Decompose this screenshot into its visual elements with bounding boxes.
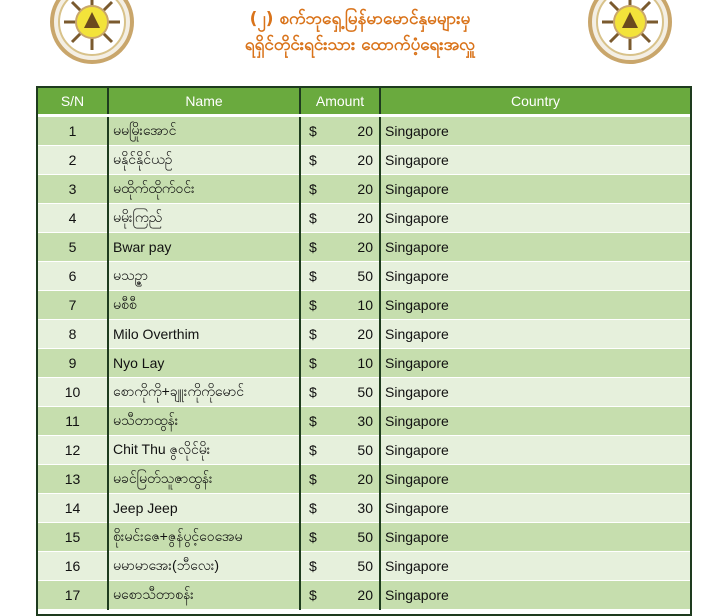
cell-name: Bwar pay [108, 233, 300, 262]
table-row [38, 291, 690, 320]
cell-amount [300, 581, 380, 610]
cell-name: Jeep Jeep [108, 494, 300, 523]
cell-sn: 4 [38, 204, 108, 233]
cell-sn: 1 [38, 116, 108, 146]
table-row [38, 175, 690, 204]
amount-value: 20 [357, 181, 373, 197]
amount-value: 20 [357, 239, 373, 255]
table-row [38, 146, 690, 175]
cell-country: Singapore [380, 378, 690, 407]
cell-name: မမာမာအေး(ဘီလေး) [108, 552, 300, 581]
cell-amount [300, 175, 380, 204]
cell-name: မသီတာထွန်း [108, 407, 300, 436]
cell-country: Singapore [380, 291, 690, 320]
currency-symbol: $ [309, 471, 317, 487]
currency-symbol: $ [309, 413, 317, 429]
cell-country: Singapore [380, 320, 690, 349]
cell-name: မစောသီတာစန်း [108, 581, 300, 610]
table-row [38, 378, 690, 407]
cell-country: Singapore [380, 116, 690, 146]
cell-name: မခင်မြတ်သူဇာထွန်း [108, 465, 300, 494]
cell-amount [300, 407, 380, 436]
cell-sn: 3 [38, 175, 108, 204]
table-row [38, 523, 690, 552]
amount-value: 20 [357, 326, 373, 342]
table-row [38, 349, 690, 378]
cell-name: မနိုင်နိုင်ယဉ် [108, 146, 300, 175]
amount-value: 20 [357, 152, 373, 168]
cell-amount [300, 436, 380, 465]
column-header-sn: S/N [38, 88, 108, 116]
cell-name: Nyo Lay [108, 349, 300, 378]
cell-name: Milo Overthim [108, 320, 300, 349]
table-row [38, 581, 690, 610]
cell-name: မသဉ္ဇာ [108, 262, 300, 291]
currency-symbol: $ [309, 326, 317, 342]
table-row [38, 494, 690, 523]
table-row [38, 320, 690, 349]
table-row [38, 407, 690, 436]
table-row [38, 552, 690, 581]
cell-amount [300, 146, 380, 175]
title-line-2: ရရှိင်တိုင်းရင်းသား ထောက်ပံ့ရေးအလှူ [244, 35, 476, 55]
currency-symbol: $ [309, 181, 317, 197]
cell-sn: 5 [38, 233, 108, 262]
cell-name: စိုးမင်းဇေ+ဇွန်ပွင့်ဝေအေမ [108, 523, 300, 552]
cell-country: Singapore [380, 349, 690, 378]
table-row [38, 233, 690, 262]
cell-country: Singapore [380, 262, 690, 291]
amount-value: 50 [357, 442, 373, 458]
amount-value: 20 [357, 123, 373, 139]
currency-symbol: $ [309, 355, 317, 371]
cell-amount [300, 262, 380, 291]
cell-country: Singapore [380, 523, 690, 552]
table-row [38, 262, 690, 291]
cell-country: Singapore [380, 436, 690, 465]
cell-sn: 16 [38, 552, 108, 581]
currency-symbol: $ [309, 123, 317, 139]
cell-name: မမိုးကြည် [108, 204, 300, 233]
amount-value: 50 [357, 529, 373, 545]
cell-sn: 9 [38, 349, 108, 378]
cell-amount [300, 465, 380, 494]
cell-country: Singapore [380, 146, 690, 175]
cell-country: Singapore [380, 552, 690, 581]
currency-symbol: $ [309, 239, 317, 255]
currency-symbol: $ [309, 152, 317, 168]
cell-name: မမမြိုးအောင် [108, 116, 300, 146]
column-header-name: Name [108, 88, 300, 116]
cell-sn: 13 [38, 465, 108, 494]
cell-country: Singapore [380, 175, 690, 204]
amount-value: 50 [357, 384, 373, 400]
cell-amount [300, 204, 380, 233]
cell-amount [300, 552, 380, 581]
cell-sn: 10 [38, 378, 108, 407]
currency-symbol: $ [309, 442, 317, 458]
title-line-1: (၂) စက်ဘုရှေ့မြန်မာမောင်နှမများမှ [249, 9, 471, 29]
cell-name: စောကိုကို+ချူးကိုကိုမောင် [108, 378, 300, 407]
currency-symbol: $ [309, 268, 317, 284]
cell-country: Singapore [380, 494, 690, 523]
cell-sn: 17 [38, 581, 108, 610]
cell-country: Singapore [380, 233, 690, 262]
cell-sn: 12 [38, 436, 108, 465]
cell-amount [300, 233, 380, 262]
cell-sn: 6 [38, 262, 108, 291]
cell-sn: 15 [38, 523, 108, 552]
currency-symbol: $ [309, 210, 317, 226]
table-row [38, 465, 690, 494]
currency-symbol: $ [309, 500, 317, 516]
table-row [38, 204, 690, 233]
amount-value: 20 [357, 471, 373, 487]
cell-sn: 11 [38, 407, 108, 436]
cell-amount [300, 291, 380, 320]
currency-symbol: $ [309, 529, 317, 545]
cell-amount [300, 349, 380, 378]
cell-name: မစီစီ [108, 291, 300, 320]
emblem-logo-right [578, 0, 682, 66]
table-header-row [38, 88, 690, 116]
emblem-logo-left [40, 0, 144, 66]
currency-symbol: $ [309, 297, 317, 313]
table-row [38, 436, 690, 465]
cell-country: Singapore [380, 465, 690, 494]
cell-country: Singapore [380, 204, 690, 233]
amount-value: 10 [357, 297, 373, 313]
cell-amount [300, 494, 380, 523]
currency-symbol: $ [309, 558, 317, 574]
amount-value: 30 [357, 413, 373, 429]
cell-amount [300, 378, 380, 407]
amount-value: 30 [357, 500, 373, 516]
cell-country: Singapore [380, 581, 690, 610]
cell-amount [300, 116, 380, 146]
cell-sn: 8 [38, 320, 108, 349]
amount-value: 20 [357, 210, 373, 226]
cell-name: မထိုက်ထိုက်ဝင်း [108, 175, 300, 204]
table-row [38, 116, 690, 146]
currency-symbol: $ [309, 384, 317, 400]
cell-sn: 14 [38, 494, 108, 523]
column-header-country: Country [380, 88, 690, 116]
page-title [150, 6, 570, 58]
amount-value: 50 [357, 558, 373, 574]
column-header-amount: Amount [300, 88, 380, 116]
cell-amount [300, 320, 380, 349]
cell-sn: 2 [38, 146, 108, 175]
cell-amount [300, 523, 380, 552]
cell-country: Singapore [380, 407, 690, 436]
currency-symbol: $ [309, 587, 317, 603]
cell-name: Chit Thu ဇွလိုင်မိုး [108, 436, 300, 465]
amount-value: 10 [357, 355, 373, 371]
donation-table [36, 86, 692, 616]
amount-value: 20 [357, 587, 373, 603]
cell-sn: 7 [38, 291, 108, 320]
amount-value: 50 [357, 268, 373, 284]
